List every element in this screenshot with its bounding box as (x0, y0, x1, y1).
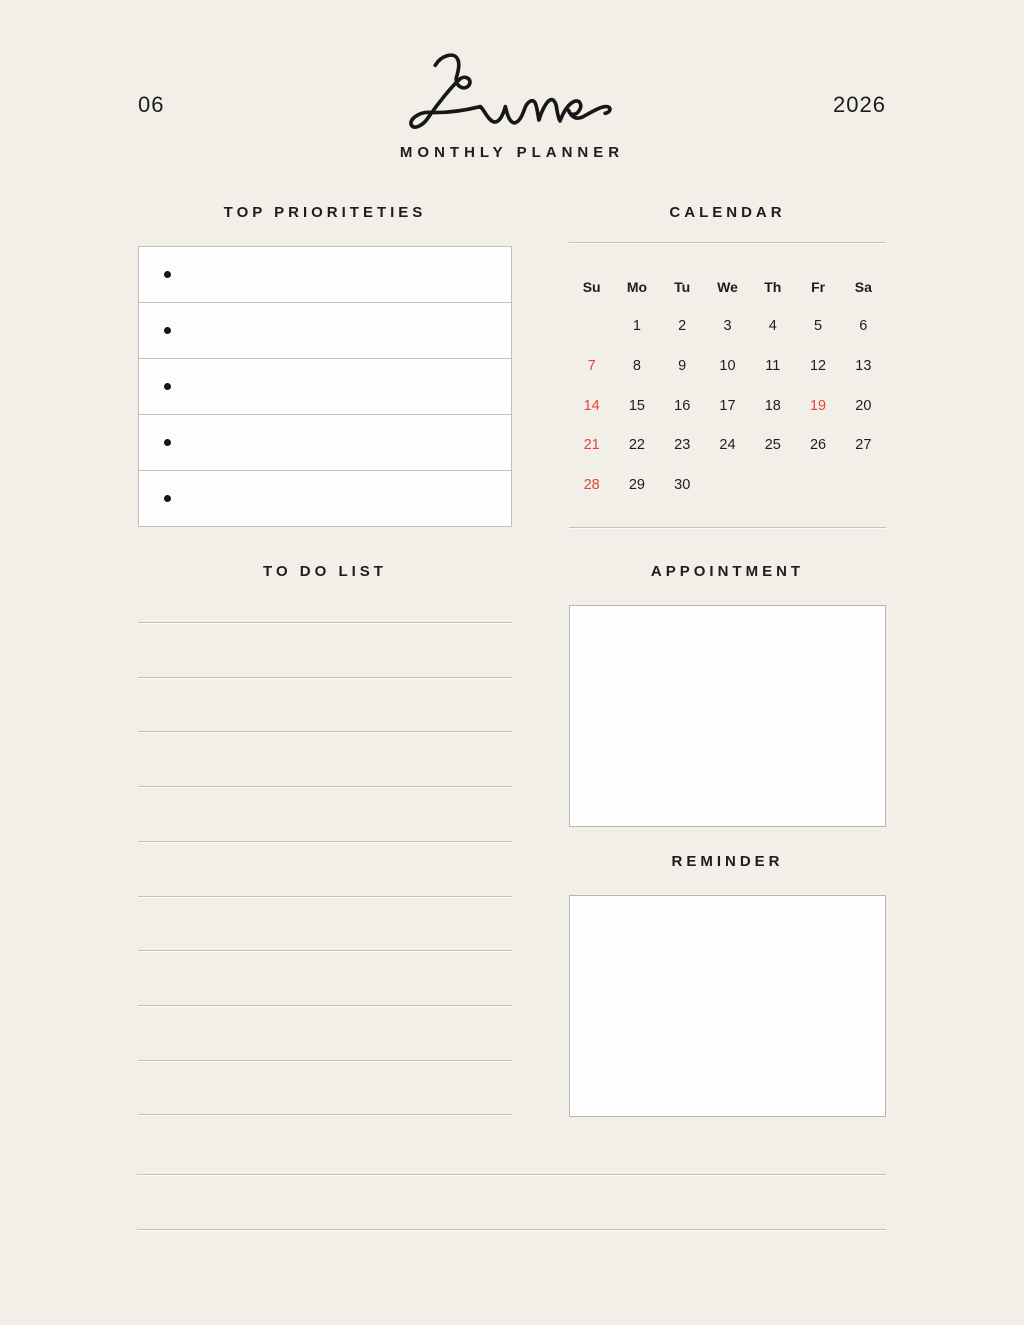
calendar-date: 7 (587, 357, 596, 374)
todo-line[interactable] (138, 731, 512, 732)
calendar-date: 10 (719, 357, 736, 374)
planner-subtitle: MONTHLY PLANNER (399, 144, 625, 161)
bullet-icon (164, 383, 171, 390)
calendar-date: 27 (855, 437, 872, 454)
calendar-date: 15 (628, 397, 645, 414)
note-line[interactable] (137, 1229, 886, 1230)
todo-line[interactable] (138, 1005, 512, 1006)
calendar-date: 17 (719, 397, 736, 414)
calendar-date: 13 (855, 357, 872, 374)
calendar-empty-cell (795, 465, 840, 505)
priorities-rows (138, 246, 512, 527)
calendar-date: 19 (809, 397, 827, 414)
calendar-title: CALENDAR (669, 204, 786, 221)
priority-row[interactable] (138, 358, 512, 415)
calendar-date: 23 (674, 437, 691, 454)
calendar-date: 4 (768, 318, 777, 335)
calendar-date: 29 (628, 476, 645, 493)
calendar-day-header: Mo (626, 278, 648, 295)
priority-row[interactable] (138, 246, 512, 303)
bullet-icon (164, 495, 171, 502)
appointment-box[interactable] (569, 605, 886, 827)
calendar-top-rule (569, 242, 886, 243)
todo-line[interactable] (138, 1060, 512, 1061)
priorities-title: TOP PRIORITETIES (223, 204, 427, 221)
calendar-empty-cell (750, 465, 795, 505)
calendar-date: 20 (855, 397, 872, 414)
calendar-date: 6 (859, 318, 868, 335)
calendar-date: 18 (764, 397, 781, 414)
calendar-date: 16 (674, 397, 691, 414)
calendar-grid (569, 267, 886, 505)
bullet-icon (164, 271, 171, 278)
todo-line[interactable] (138, 1114, 512, 1115)
calendar-date: 21 (583, 437, 600, 454)
note-line[interactable] (137, 1174, 886, 1175)
todo-line[interactable] (138, 841, 512, 842)
calendar-day-header: We (717, 278, 738, 295)
calendar-date: 2 (678, 318, 687, 335)
calendar-bottom-rule (569, 527, 886, 528)
calendar-empty-cell (705, 465, 750, 505)
calendar-date: 3 (723, 318, 732, 335)
todo-title: TO DO LIST (263, 563, 387, 580)
calendar-date: 22 (628, 437, 645, 454)
todo-line[interactable] (138, 950, 512, 951)
calendar-empty-cell (841, 465, 886, 505)
calendar-day-header: Tu (674, 278, 691, 295)
calendar-date: 8 (632, 357, 641, 374)
reminder-box[interactable] (569, 895, 886, 1117)
calendar-date: 9 (678, 357, 687, 374)
calendar-date: 30 (674, 476, 691, 493)
todo-line[interactable] (138, 677, 512, 678)
priority-row[interactable] (138, 302, 512, 359)
calendar-date: 14 (583, 397, 600, 414)
calendar-date: 24 (719, 437, 736, 454)
calendar-date: 12 (809, 357, 827, 374)
priority-row[interactable] (138, 470, 512, 527)
calendar-empty-cell (569, 307, 614, 347)
reminder-title: REMINDER (671, 853, 784, 870)
priority-row[interactable] (138, 414, 512, 471)
calendar-date: 5 (814, 318, 823, 335)
bullet-icon (164, 439, 171, 446)
calendar-date: 1 (632, 318, 641, 335)
calendar-date: 28 (583, 476, 600, 493)
year-label: 2026 (833, 92, 886, 117)
month-name-script (402, 48, 624, 144)
todo-line[interactable] (138, 786, 512, 787)
calendar-date: 11 (765, 357, 781, 374)
todo-line[interactable] (138, 896, 512, 897)
calendar-day-header: Su (582, 278, 601, 295)
month-number: 06 (138, 92, 165, 117)
calendar-date: 25 (764, 437, 781, 454)
calendar-day-header: Sa (854, 278, 872, 295)
appointment-title: APPOINTMENT (650, 563, 805, 580)
calendar-day-header: Fr (811, 278, 826, 295)
todo-line[interactable] (138, 622, 512, 623)
bullet-icon (164, 327, 171, 334)
calendar-day-header: Th (764, 278, 782, 295)
calendar-date: 26 (809, 437, 827, 454)
